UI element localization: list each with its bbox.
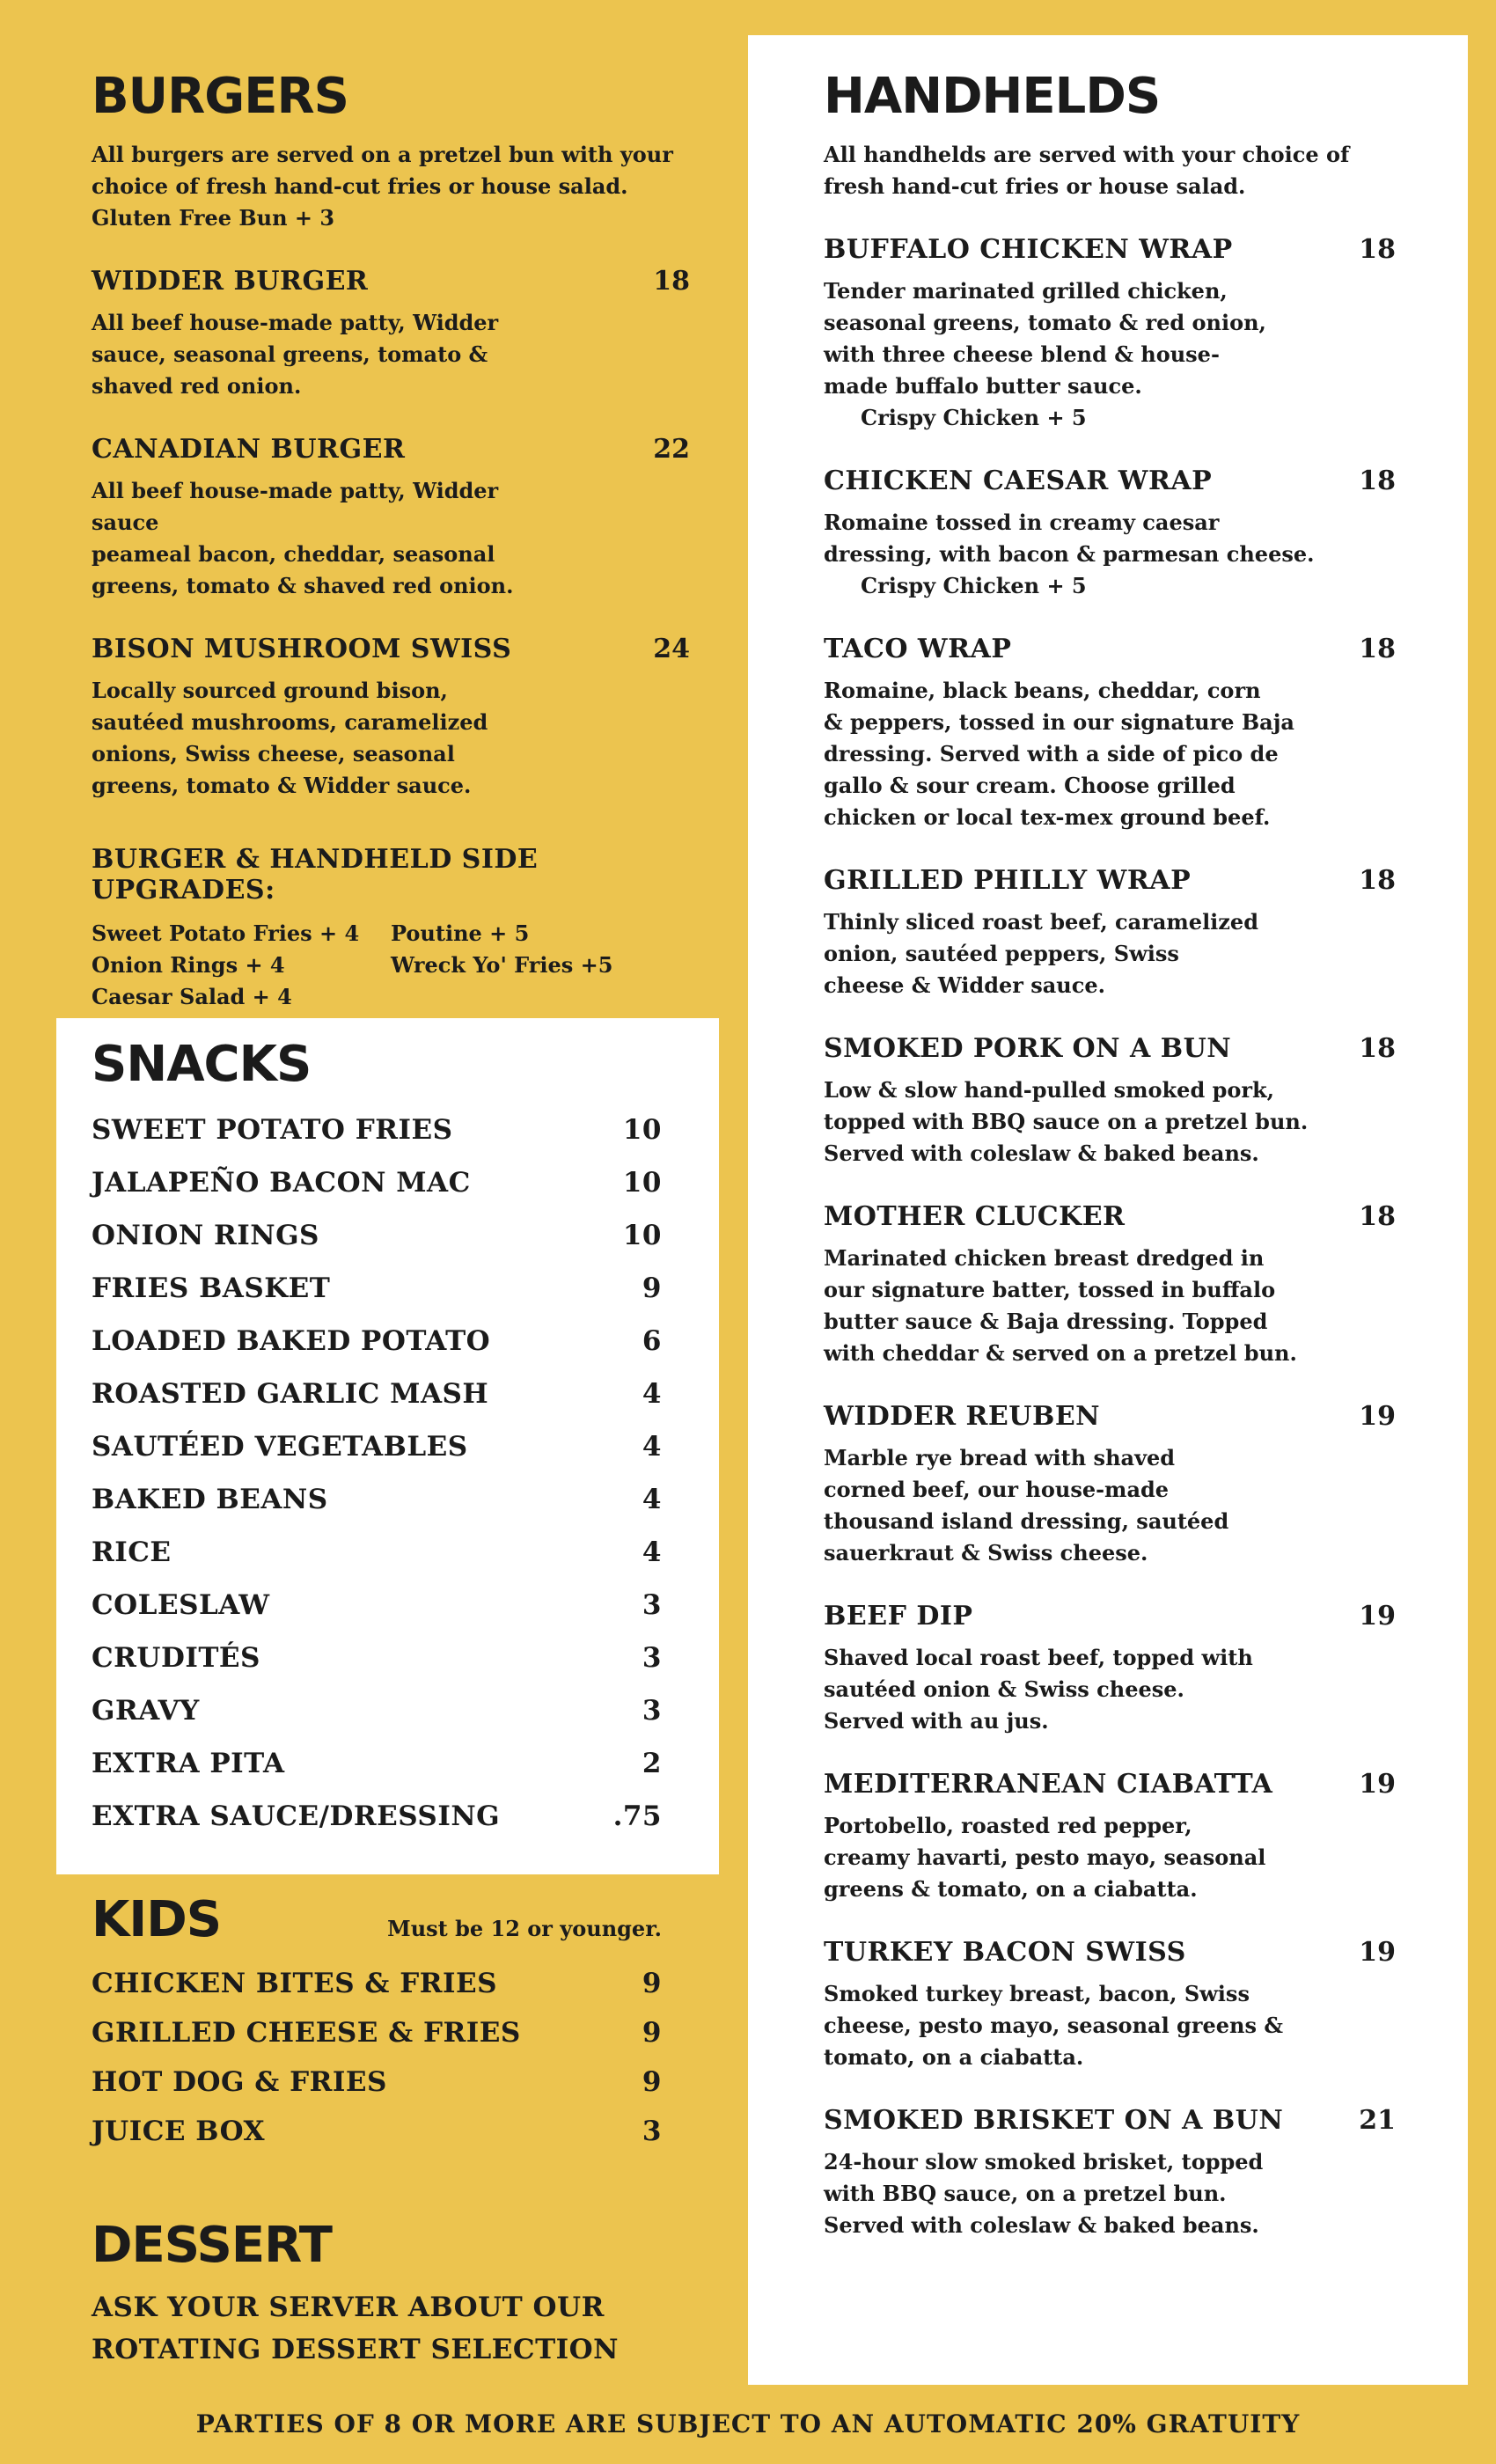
menu-item-bison-mushroom-swiss <box>92 634 690 802</box>
item-description <box>92 307 549 402</box>
menu-item-canadian-burger <box>92 434 690 602</box>
item-price: 6 <box>642 1325 662 1357</box>
item-description <box>92 475 549 602</box>
desc-line: sauerkraut & Swiss cheese. <box>824 1540 1148 1566</box>
item-price: 10 <box>622 1220 662 1251</box>
desc-line: dressing. Served with a side of pico de <box>824 741 1279 766</box>
desc-line: sauce, seasonal greens, tomato & <box>92 341 488 367</box>
snack-item <box>92 1790 662 1843</box>
item-description <box>824 275 1290 402</box>
menu-item-widder-reuben <box>824 1401 1396 1569</box>
menu-item-beef-dip <box>824 1601 1396 1737</box>
item-price: 24 <box>653 634 690 664</box>
item-description <box>824 1442 1290 1569</box>
item-name: GRAVY <box>92 1695 200 1727</box>
desc-line: Tender marinated grilled chicken, <box>824 278 1228 304</box>
item-name: EXTRA PITA <box>92 1748 285 1779</box>
upgrade-item: Caesar Salad + 4 <box>92 984 292 1009</box>
item-price: 9 <box>642 2017 662 2049</box>
item-name: GRILLED CHEESE & FRIES <box>92 2017 521 2049</box>
desc-line: greens, tomato & Widder sauce. <box>92 773 472 798</box>
desc-line: Marble rye bread with shaved <box>824 1445 1176 1470</box>
menu-item-taco-wrap <box>824 634 1396 833</box>
desc-line: with three cheese blend & house- <box>824 341 1220 367</box>
item-name: FRIES BASKET <box>92 1272 331 1304</box>
item-price: 9 <box>642 1272 662 1304</box>
snack-item <box>92 1737 662 1790</box>
menu-item-smoked-brisket-on-a-bun <box>824 2105 1396 2241</box>
desc-line: thousand island dressing, sautéed <box>824 1508 1229 1534</box>
menu-item-smoked-pork-on-a-bun <box>824 1033 1396 1170</box>
item-description <box>92 675 549 802</box>
item-name: JUICE BOX <box>92 2116 266 2147</box>
desc-line: greens & tomato, on a ciabatta. <box>824 1876 1198 1902</box>
upgrade-item <box>391 981 620 1013</box>
desc-line: Shaved local roast beef, topped with <box>824 1645 1253 1670</box>
item-price: 19 <box>1359 1401 1396 1432</box>
gratuity-footer: PARTIES OF 8 OR MORE ARE SUBJECT TO AN AUTOMATIC 20% GRATUITY <box>195 2409 1301 2438</box>
burgers-intro-line: choice of fresh hand-cut fries or house salad. <box>92 173 628 199</box>
item-price: 10 <box>622 1167 662 1199</box>
item-price: 21 <box>1359 2105 1396 2136</box>
item-price: 19 <box>1359 1601 1396 1632</box>
item-name: HOT DOG & FRIES <box>92 2066 387 2098</box>
item-name: SMOKED PORK ON A BUN <box>824 1033 1232 1064</box>
burgers-section <box>92 69 690 1013</box>
handhelds-intro-line: fresh hand-cut fries or house salad. <box>824 173 1246 199</box>
desc-line: Served with coleslaw & baked beans. <box>824 1140 1259 1166</box>
item-price: 19 <box>1359 1937 1396 1968</box>
item-name: ONION RINGS <box>92 1220 319 1251</box>
desc-line: Low & slow hand-pulled smoked pork, <box>824 1077 1275 1103</box>
snack-item <box>92 1526 662 1579</box>
item-description <box>824 1642 1290 1737</box>
desc-line: tomato, on a ciabatta. <box>824 2044 1084 2070</box>
snack-item <box>92 1420 662 1473</box>
item-price: 22 <box>653 434 690 465</box>
item-name: CHICKEN BITES & FRIES <box>92 1968 497 1999</box>
desc-line: sautéed onion & Swiss cheese. <box>824 1676 1184 1702</box>
item-price: 18 <box>1359 1201 1396 1232</box>
snack-item <box>92 1156 662 1209</box>
item-name: BUFFALO CHICKEN WRAP <box>824 234 1233 265</box>
upgrade-item: Poutine + 5 <box>391 920 530 946</box>
desc-line: cheese & Widder sauce. <box>824 972 1105 998</box>
item-addon: Crispy Chicken + 5 <box>861 405 1087 430</box>
kids-item <box>92 2008 662 2057</box>
desc-line: chicken or local tex-mex ground beef. <box>824 804 1271 830</box>
desc-line: seasonal greens, tomato & red onion, <box>824 310 1266 335</box>
item-price: 3 <box>642 1695 662 1727</box>
kids-title: KIDS <box>92 1891 222 1948</box>
desc-line: shaved red onion. <box>92 373 302 399</box>
menu-item-chicken-caesar-wrap <box>824 466 1396 602</box>
item-name: COLESLAW <box>92 1589 270 1621</box>
desc-line: creamy havarti, pesto mayo, seasonal <box>824 1844 1266 1870</box>
item-addon: Crispy Chicken + 5 <box>861 573 1087 598</box>
item-price: 10 <box>622 1114 662 1146</box>
burgers-intro <box>92 139 690 234</box>
item-name: BEEF DIP <box>824 1601 973 1632</box>
desc-line: dressing, with bacon & parmesan cheese. <box>824 541 1315 567</box>
item-price: 18 <box>1359 1033 1396 1064</box>
snack-item <box>92 1315 662 1368</box>
item-price: 4 <box>642 1484 662 1515</box>
desc-line: gallo & sour cream. Choose grilled <box>824 773 1236 798</box>
kids-item <box>92 2107 662 2156</box>
desc-line: Romaine, black beans, cheddar, corn <box>824 678 1261 703</box>
desc-line: Thinly sliced roast beef, caramelized <box>824 909 1258 935</box>
handhelds-intro <box>824 139 1396 202</box>
menu-item-widder-burger <box>92 266 690 402</box>
desc-line: onion, sautéed peppers, Swiss <box>824 941 1179 966</box>
item-description <box>824 675 1316 833</box>
kids-age-note: Must be 12 or younger. <box>387 1916 662 1941</box>
menu-item-turkey-bacon-swiss <box>824 1937 1396 2073</box>
item-name: WIDDER BURGER <box>92 266 369 297</box>
dessert-section <box>92 2218 662 2371</box>
item-price: 4 <box>642 1431 662 1463</box>
dessert-note-line: ROTATING DESSERT SELECTION <box>92 2334 620 2365</box>
item-name: TACO WRAP <box>824 634 1012 664</box>
item-name: SWEET POTATO FRIES <box>92 1114 453 1146</box>
side-upgrades-list <box>92 918 690 1013</box>
item-description <box>824 1074 1316 1170</box>
upgrade-item: Onion Rings + 4 <box>92 952 285 978</box>
desc-line: made buffalo butter sauce. <box>824 373 1142 399</box>
snacks-section <box>92 1037 662 1843</box>
snack-item <box>92 1104 662 1156</box>
desc-line: Served with coleslaw & baked beans. <box>824 2212 1259 2238</box>
item-price: 18 <box>1359 634 1396 664</box>
desc-line: butter sauce & Baja dressing. Topped <box>824 1309 1268 1334</box>
desc-line: with cheddar & served on a pretzel bun. <box>824 1340 1297 1366</box>
desc-line: sautéed mushrooms, caramelized <box>92 709 488 735</box>
upgrade-item: Wreck Yo' Fries +5 <box>391 952 613 978</box>
desc-line: 24-hour slow smoked brisket, topped <box>824 2149 1264 2174</box>
snack-item <box>92 1473 662 1526</box>
menu-item-mother-clucker <box>824 1201 1396 1369</box>
desc-line: Smoked turkey breast, bacon, Swiss <box>824 1981 1250 2006</box>
item-name: WIDDER REUBEN <box>824 1401 1101 1432</box>
desc-line: & peppers, tossed in our signature Baja <box>824 709 1294 735</box>
gluten-free-note: Gluten Free Bun + 3 <box>92 205 335 231</box>
item-name: JALAPEÑO BACON MAC <box>92 1167 471 1199</box>
desc-line: Locally sourced ground bison, <box>92 678 448 703</box>
desc-line: Served with au jus. <box>824 1708 1049 1734</box>
item-price: 4 <box>642 1378 662 1410</box>
item-name: CRUDITÉS <box>92 1642 260 1674</box>
upgrade-item: Sweet Potato Fries + 4 <box>92 920 360 946</box>
desc-line: Marinated chicken breast dredged in <box>824 1245 1265 1271</box>
item-price: 3 <box>642 1589 662 1621</box>
menu-item-buffalo-chicken-wrap <box>824 234 1396 434</box>
item-price: 3 <box>642 2116 662 2147</box>
item-price: 9 <box>642 1968 662 1999</box>
item-name: CHICKEN CAESAR WRAP <box>824 466 1213 496</box>
desc-line: our signature batter, tossed in buffalo <box>824 1277 1276 1302</box>
kids-item <box>92 1959 662 2008</box>
menu-item-grilled-philly-wrap <box>824 865 1396 1001</box>
kids-item <box>92 2057 662 2107</box>
item-name: SAUTÉED VEGETABLES <box>92 1431 468 1463</box>
item-price: 18 <box>1359 234 1396 265</box>
item-name: RICE <box>92 1536 172 1568</box>
snacks-title: SNACKS <box>92 1036 312 1093</box>
dessert-note <box>92 2286 662 2371</box>
desc-line: corned beef, our house-made <box>824 1477 1170 1502</box>
item-description <box>824 507 1316 570</box>
item-description <box>824 906 1290 1001</box>
handhelds-section <box>824 69 1396 2241</box>
item-price: 9 <box>642 2066 662 2098</box>
item-price: .75 <box>612 1800 662 1832</box>
dessert-note-line: ASK YOUR SERVER ABOUT OUR <box>92 2292 605 2323</box>
desc-line: with BBQ sauce, on a pretzel bun. <box>824 2181 1227 2206</box>
side-upgrades-title: BURGER & HANDHELD SIDE UPGRADES: <box>92 844 539 906</box>
desc-line: Portobello, roasted red pepper, <box>824 1813 1192 1838</box>
item-price: 19 <box>1359 1769 1396 1800</box>
desc-line: greens, tomato & shaved red onion. <box>92 573 514 598</box>
item-name: LOADED BAKED POTATO <box>92 1325 491 1357</box>
desc-line: peameal bacon, cheddar, seasonal <box>92 541 495 567</box>
item-name: GRILLED PHILLY WRAP <box>824 865 1192 896</box>
item-description <box>824 1243 1316 1369</box>
item-name: MEDITERRANEAN CIABATTA <box>824 1769 1273 1800</box>
item-name: TURKEY BACON SWISS <box>824 1937 1186 1968</box>
handhelds-title: HANDHELDS <box>824 68 1161 125</box>
item-price: 18 <box>653 266 690 297</box>
item-price: 18 <box>1359 865 1396 896</box>
snack-item <box>92 1209 662 1262</box>
item-name: BAKED BEANS <box>92 1484 328 1515</box>
item-name: CANADIAN BURGER <box>92 434 406 465</box>
snack-item <box>92 1632 662 1684</box>
desc-line: onions, Swiss cheese, seasonal <box>92 741 455 766</box>
item-price: 4 <box>642 1536 662 1568</box>
burgers-title: BURGERS <box>92 68 348 125</box>
item-description <box>824 1810 1316 1905</box>
item-name: EXTRA SAUCE/DRESSING <box>92 1800 501 1832</box>
item-price: 3 <box>642 1642 662 1674</box>
item-price: 18 <box>1359 466 1396 496</box>
kids-section <box>92 1892 662 2156</box>
desc-line: Romaine tossed in creamy caesar <box>824 510 1220 535</box>
item-price: 2 <box>642 1748 662 1779</box>
desc-line: All beef house-made patty, Widder <box>92 310 499 335</box>
menu-item-mediterranean-ciabatta <box>824 1769 1396 1905</box>
item-name: SMOKED BRISKET ON A BUN <box>824 2105 1284 2136</box>
snack-item <box>92 1579 662 1632</box>
desc-line: All beef house-made patty, Widder sauce <box>92 478 499 535</box>
burgers-intro-line: All burgers are served on a pretzel bun with your <box>92 142 673 167</box>
snack-item <box>92 1262 662 1315</box>
item-description <box>824 2146 1316 2241</box>
snack-item <box>92 1684 662 1737</box>
item-name: BISON MUSHROOM SWISS <box>92 634 512 664</box>
item-name: ROASTED GARLIC MASH <box>92 1378 489 1410</box>
snack-item <box>92 1368 662 1420</box>
desc-line: cheese, pesto mayo, seasonal greens & <box>824 2013 1283 2038</box>
dessert-title: DESSERT <box>92 2217 332 2274</box>
item-name: MOTHER CLUCKER <box>824 1201 1126 1232</box>
item-description <box>824 1978 1316 2073</box>
desc-line: topped with BBQ sauce on a pretzel bun. <box>824 1109 1309 1134</box>
handhelds-intro-line: All handhelds are served with your choice of <box>824 142 1350 167</box>
